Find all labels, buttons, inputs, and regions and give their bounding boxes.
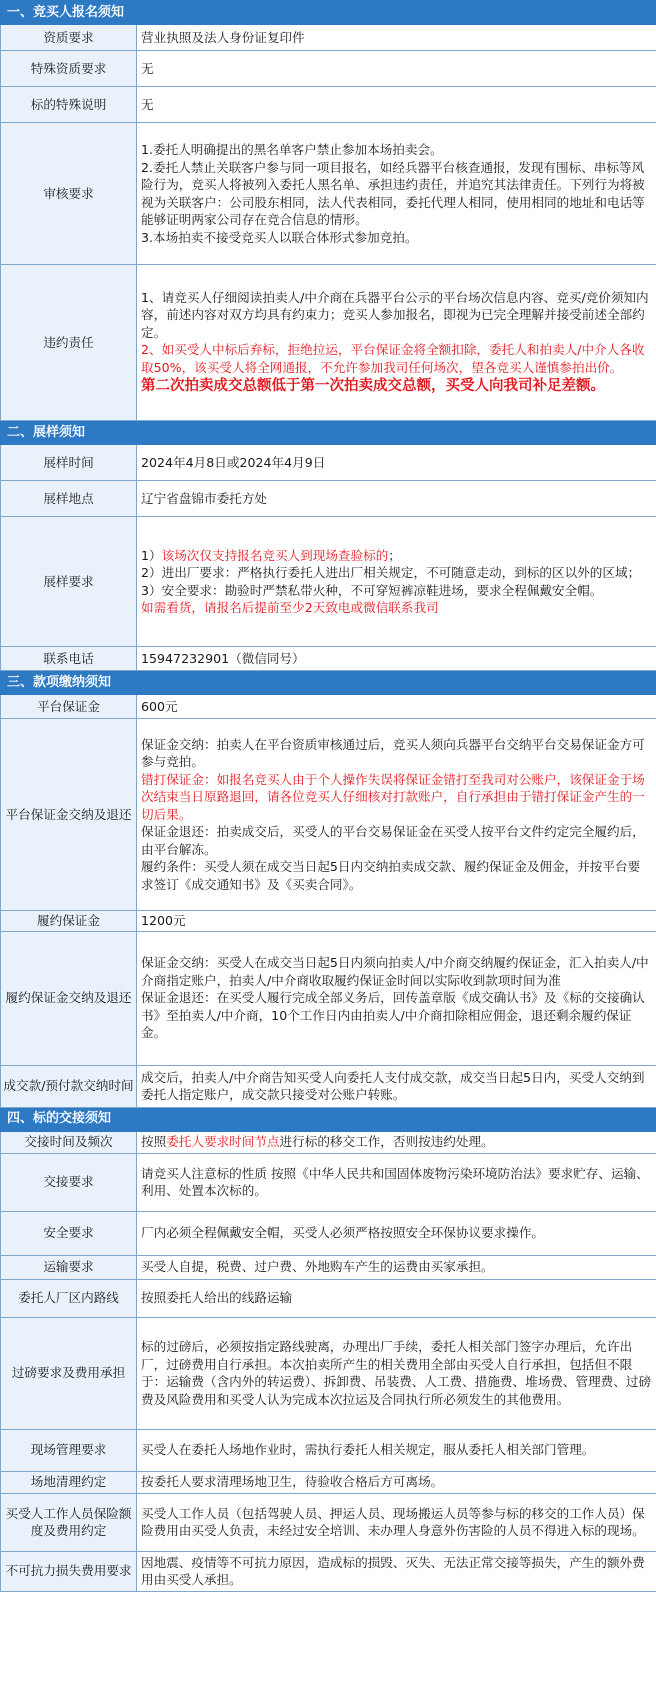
value-line: 1、请竞买人仔细阅读拍卖人/中介商在兵器平台公示的平台场次信息内容、竞买/竞价须知内容，前述内容对双方均具有约束力；竞买人参加报名，即视为已完全理解并接受前述全部约定。 <box>141 289 649 340</box>
value-line: 履约条件：买受人须在成交当日起5日内交纳拍卖成交款、履约保证金及佣金，并按平台要求签订《成交通知书》及《买卖合同》。 <box>141 859 641 892</box>
row-value <box>137 695 656 719</box>
row-value <box>137 445 656 481</box>
value-line: 错打保证金：如报名竞买人由于个人操作失误将保证金错打至我司对公账户，该保证金于场次结束当日原路退回，请各位竞买人仔细核对打款账户，自行承担由于错打保证金产生的一切后果。 <box>141 771 645 822</box>
table-row <box>1 1211 656 1255</box>
section-header-row <box>1 671 656 695</box>
table-row <box>1 1255 656 1279</box>
table-row <box>1 25 656 51</box>
highlight-text: 委托人要求时间节点 <box>166 1134 280 1150</box>
table-row <box>1 647 656 671</box>
row-label: 现场管理要求 <box>1 1429 137 1471</box>
section-header-row <box>1 1107 656 1131</box>
row-value <box>137 1153 656 1211</box>
row-value <box>137 1551 656 1591</box>
table-row <box>1 1493 656 1551</box>
table-row <box>1 1429 656 1471</box>
row-value <box>137 1131 656 1153</box>
section-title: 二、展样须知 <box>1 421 656 445</box>
row-label: 过磅要求及费用承担 <box>1 1317 137 1429</box>
row-value <box>137 123 656 265</box>
row-value <box>137 265 656 421</box>
table-row <box>1 481 656 517</box>
value-line: 买受人工作人员（包括驾驶人员、押运人员、现场搬运人员等参与标的移交的工作人员）保险费用由买受人负责，未经过安全培训、未办理人身意外伤害险的人员不得进入标的现场。 <box>141 1505 645 1538</box>
row-label: 展样时间 <box>1 445 137 481</box>
section-title: 三、款项缴纳须知 <box>1 671 656 695</box>
value-line: 买受人在委托人场地作业时，需执行委托人相关规定，服从委托人相关部门管理。 <box>141 1442 595 1458</box>
row-label: 运输要求 <box>1 1255 137 1279</box>
table-row <box>1 1317 656 1429</box>
value-line: 15947232901（微信同号） <box>141 650 305 666</box>
value-line: 无 <box>141 96 154 112</box>
row-value <box>137 911 656 932</box>
row-label: 标的特殊说明 <box>1 87 137 123</box>
value-line: 成交后，拍卖人/中介商告知买受人向委托人支付成交款，成交当日起5日内，买受人交纳到委托人指定账户，成交款只接受对公账户转账。 <box>141 1069 645 1102</box>
section-title: 四、标的交接须知 <box>1 1107 656 1131</box>
value-line: 辽宁省盘锦市委托方处 <box>141 490 267 506</box>
value-line: 无 <box>141 60 154 76</box>
value-line: 2.委托人禁止关联客户参与同一项目报名，如经兵器平台核查通报，发现有围标、串标等风险行为，竞买人将被列入委托人黑名单、承担违约责任，并追究其法律责任。下列行为将被视为关联客户：公司股东相同，法人代表相同，委托代理人相同，使用相同的地址和电话等能够证明两家公司存在竞合信息的情形。 <box>141 159 645 227</box>
row-label: 平台保证金 <box>1 695 137 719</box>
row-value <box>137 87 656 123</box>
row-label: 交接要求 <box>1 1153 137 1211</box>
row-label: 违约责任 <box>1 265 137 421</box>
value-line: 保证金退还：在买受人履行完成全部义务后，回传盖章版《成交确认书》及《标的交接确认书》至拍卖人/中介商，10个工作日内由拍卖人/中介商扣除相应佣金，退还剩余履约保证金。 <box>141 990 645 1041</box>
table-row <box>1 931 656 1065</box>
row-value <box>137 1471 656 1493</box>
text-part: 进行标的移交工作，否则按违约处理。 <box>279 1134 494 1150</box>
row-label: 展样要求 <box>1 517 137 647</box>
row-label: 买受人工作人员保险额度及费用约定 <box>1 1493 137 1551</box>
value-line: 厂内必须全程佩戴安全帽，买受人必须严格按照安全环保协议要求操作。 <box>141 1225 544 1241</box>
row-value <box>137 1279 656 1317</box>
section-header-row <box>1 421 656 445</box>
row-label: 审核要求 <box>1 123 137 265</box>
row-value <box>137 931 656 1065</box>
row-label: 特殊资质要求 <box>1 51 137 87</box>
table-row <box>1 51 656 87</box>
value-line: 第二次拍卖成交总额低于第一次拍卖成交总额，买受人向我司补足差额。 <box>141 377 605 395</box>
row-label: 展样地点 <box>1 481 137 517</box>
value-line: 按照委托人给出的线路运输 <box>141 1290 293 1306</box>
table-row <box>1 87 656 123</box>
table-row <box>1 1551 656 1591</box>
row-value <box>137 51 656 87</box>
table-row <box>1 517 656 647</box>
section-title: 一、竞买人报名须知 <box>1 1 656 25</box>
value-line: 请竞买人注意标的性质 按照《中华人民共和国固体废物污染环境防治法》要求贮存、运输、利用、处置本次标的。 <box>141 1165 649 1198</box>
section-header-row <box>1 1 656 25</box>
row-label: 资质要求 <box>1 25 137 51</box>
table-row <box>1 1471 656 1493</box>
row-value <box>137 1493 656 1551</box>
value-line: 保证金交纳：拍卖人在平台资质审核通过后，竞买人须向兵器平台交纳平台交易保证金方可参与竞拍。 <box>141 736 645 770</box>
row-label: 履约保证金交纳及退还 <box>1 931 137 1065</box>
table-row <box>1 1279 656 1317</box>
table-row <box>1 445 656 481</box>
value-line <box>141 547 652 565</box>
row-label: 委托人厂区内路线 <box>1 1279 137 1317</box>
table-row <box>1 695 656 719</box>
value-line: 3.本场拍卖不接受竞买人以联合体形式参加竞拍。 <box>141 229 418 245</box>
row-value <box>137 647 656 671</box>
value-line: 1200元 <box>141 913 186 928</box>
row-value <box>137 1065 656 1107</box>
value-line: 2、如买受人中标后弃标，拒绝拉运，平台保证金将全额扣除，委托人和拍卖人/中介人各收取50%，该买受人将全网通报，不允许参加我司任何场次，望各竞买人谨慎参拍出价。 <box>141 342 645 375</box>
value-line: 保证金退还：拍卖成交后，买受人的平台交易保证金在买受人按平台文件约定完全履约后，由平台解冻。 <box>141 824 645 857</box>
table-row <box>1 265 656 421</box>
row-value <box>137 1317 656 1429</box>
row-label: 交接时间及频次 <box>1 1131 137 1153</box>
value-line: 因地震、疫情等不可抗力原因，造成标的损毁、灭失、无法正常交接等损失，产生的额外费用由买受人承担。 <box>141 1554 645 1587</box>
value-line: 2）进出厂要求：严格执行委托人进出厂相关规定，不可随意走动，到标的区以外的区域； <box>141 565 641 580</box>
text-part: 1） <box>141 547 162 563</box>
row-label: 场地清理约定 <box>1 1471 137 1493</box>
table-row <box>1 1131 656 1153</box>
row-value <box>137 719 656 911</box>
value-line: 标的过磅后，必须按指定路线驶离，办理出厂手续，委托人相关部门签字办理后，允许出厂，过磅费用自行承担。本次拍卖所产生的相关费用全部由买受人自行承担，包括但不限于：运输费（含内外的转运费）、拆卸费、吊装费、人工费、措施费、堆场费、管理费、过磅费及风险费用和买受人认为完成本次拉运及合同执行所必须发生的其他费用。 <box>141 1339 652 1407</box>
row-value <box>137 481 656 517</box>
table-row <box>1 123 656 265</box>
value-line <box>141 1133 652 1151</box>
row-label: 履约保证金 <box>1 911 137 932</box>
row-value <box>137 517 656 647</box>
highlight-text: 该场次仅支持报名竞买人到现场查验标的 <box>161 547 389 563</box>
text-part: 按照 <box>141 1134 167 1150</box>
row-label: 不可抗力损失费用要求 <box>1 1551 137 1591</box>
row-label: 成交款/预付款交纳时间 <box>1 1065 137 1107</box>
text-part: ； <box>388 547 401 563</box>
value-line: 保证金交纳：买受人在成交当日起5日内须向拍卖人/中介商交纳履约保证金，汇入拍卖人/中介商指定账户，拍卖人/中介商收取履约保证金时间以实际收到款项时间为准 <box>141 955 649 988</box>
value-line: 买受人自提，税费、过户费、外地购车产生的运费由买家承担。 <box>141 1259 494 1275</box>
row-value <box>137 1429 656 1471</box>
value-line: 如需看货，请报名后提前至少2天致电或微信联系我司 <box>141 600 439 615</box>
row-value <box>137 25 656 51</box>
value-line: 按委托人要求清理场地卫生，待验收合格后方可离场。 <box>141 1474 444 1490</box>
value-line: 1.委托人明确提出的黑名单客户禁止参加本场拍卖会。 <box>141 142 443 157</box>
value-line: 3）安全要求：勘验时严禁私带火种，不可穿短裤凉鞋进场，要求全程佩戴安全帽。 <box>141 582 603 598</box>
table-row <box>1 1153 656 1211</box>
table-row <box>1 719 656 911</box>
value-line: 营业执照及法人身份证复印件 <box>141 29 305 45</box>
row-value <box>137 1211 656 1255</box>
value-line: 2024年4月8日或2024年4月9日 <box>141 454 326 470</box>
row-label: 安全要求 <box>1 1211 137 1255</box>
row-value <box>137 1255 656 1279</box>
table-row <box>1 911 656 932</box>
value-line: 600元 <box>141 698 178 714</box>
row-label: 平台保证金交纳及退还 <box>1 719 137 911</box>
row-label: 联系电话 <box>1 647 137 671</box>
table-row <box>1 1065 656 1107</box>
